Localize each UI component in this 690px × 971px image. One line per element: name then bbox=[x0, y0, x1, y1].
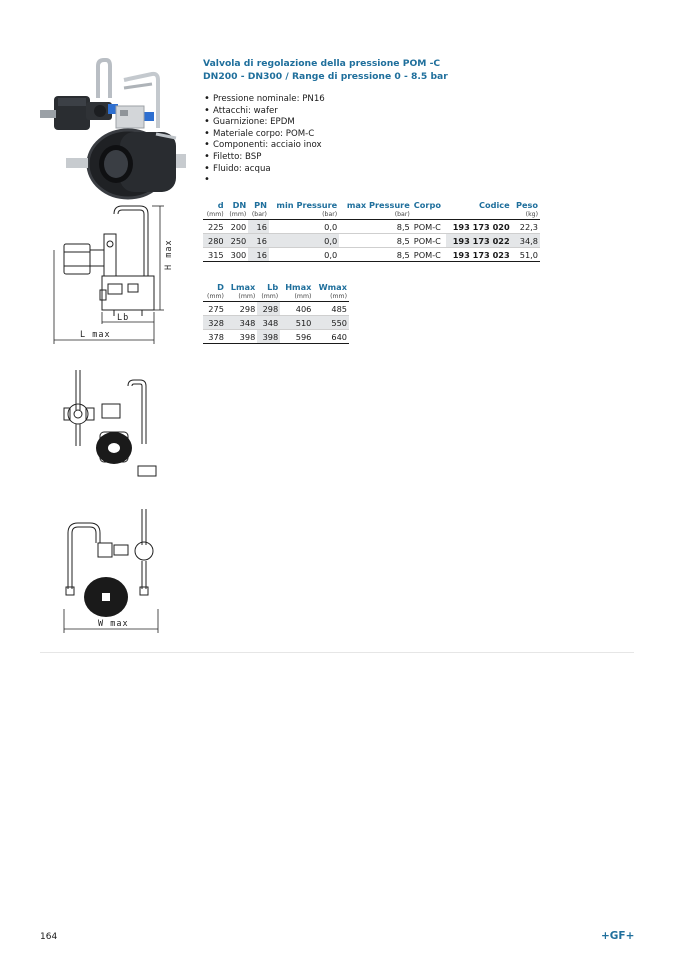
cell: 328 bbox=[203, 316, 226, 330]
cell: 22,3 bbox=[512, 220, 540, 234]
cell: 510 bbox=[280, 316, 313, 330]
cell: 298 bbox=[226, 302, 257, 316]
cell: 300 bbox=[226, 248, 249, 262]
cell: 596 bbox=[280, 330, 313, 344]
cell: POM-C bbox=[412, 220, 446, 234]
spec-item: • Pressione nominale: PN16 bbox=[203, 94, 325, 106]
unit-cell: (mm) bbox=[257, 292, 280, 302]
cell: 0,0 bbox=[269, 234, 339, 248]
unit-cell: (mm) bbox=[203, 292, 226, 302]
spec-item: • Attacchi: wafer bbox=[203, 106, 325, 118]
col-max-pressure: max Pressure bbox=[346, 199, 410, 210]
col-codice: Codice bbox=[478, 199, 510, 210]
table-row bbox=[203, 330, 349, 344]
col-lmax: Lmax bbox=[230, 281, 256, 292]
cell: 348 bbox=[226, 316, 257, 330]
cell: 298 bbox=[257, 302, 280, 316]
unit-cell: (bar) bbox=[339, 210, 412, 220]
col-lb: Lb bbox=[267, 281, 279, 292]
page-number: 164 bbox=[40, 932, 58, 942]
unit-cell: (mm) bbox=[203, 210, 226, 220]
unit-cell bbox=[446, 210, 512, 220]
cell: 34,8 bbox=[512, 234, 540, 248]
col-peso: Peso bbox=[515, 199, 538, 210]
spec-item: • Filetto: BSP bbox=[203, 152, 325, 164]
cell: 225 bbox=[203, 220, 226, 234]
spec-item: • Fluido: acqua bbox=[203, 164, 325, 176]
spec-item: • Materiale corpo: POM-C bbox=[203, 129, 325, 141]
spec-list bbox=[203, 94, 325, 187]
table-units-row bbox=[203, 210, 540, 220]
gf-logo: +GF+ bbox=[601, 930, 635, 942]
cell: 16 bbox=[248, 220, 269, 234]
table-row bbox=[203, 234, 540, 248]
cell: 16 bbox=[248, 234, 269, 248]
col-pn: PN bbox=[254, 199, 267, 210]
col-corpo: Corpo bbox=[413, 199, 441, 210]
product-codes-table bbox=[203, 199, 540, 262]
cell: 193 173 023 bbox=[446, 248, 512, 262]
cell: POM-C bbox=[412, 234, 446, 248]
table-header-row bbox=[203, 281, 349, 292]
w-max-label: W max bbox=[98, 619, 129, 629]
cell: 406 bbox=[280, 302, 313, 316]
cell: 378 bbox=[203, 330, 226, 344]
col-min-pressure: min Pressure bbox=[276, 199, 338, 210]
h-max-label: H max bbox=[164, 239, 174, 270]
cell: POM-C bbox=[412, 248, 446, 262]
unit-cell: (kg) bbox=[512, 210, 540, 220]
l-max-label: L max bbox=[80, 330, 111, 340]
side-view-drawing bbox=[50, 200, 180, 348]
cell: 16 bbox=[248, 248, 269, 262]
spec-item bbox=[203, 175, 325, 187]
table-row bbox=[203, 316, 349, 330]
cell: 640 bbox=[313, 330, 349, 344]
cell: 51,0 bbox=[512, 248, 540, 262]
spec-item: • Guarnizione: EPDM bbox=[203, 117, 325, 129]
col-dn: DN bbox=[232, 199, 247, 210]
table-header-row bbox=[203, 199, 540, 210]
cell: 0,0 bbox=[269, 248, 339, 262]
cell: 8,5 bbox=[339, 248, 412, 262]
col-wmax: Wmax bbox=[318, 281, 347, 292]
cell: 315 bbox=[203, 248, 226, 262]
unit-cell: (bar) bbox=[248, 210, 269, 220]
title-line-1: Valvola di regolazione della pressione POM -C bbox=[203, 58, 441, 69]
front-view-drawing bbox=[54, 366, 164, 478]
spec-item: • Componenti: acciaio inox bbox=[203, 140, 325, 152]
table-units-row bbox=[203, 292, 349, 302]
unit-cell: (mm) bbox=[226, 292, 257, 302]
unit-cell: (bar) bbox=[269, 210, 339, 220]
unit-cell bbox=[412, 210, 446, 220]
col-hmax: Hmax bbox=[285, 281, 312, 292]
table-row bbox=[203, 220, 540, 234]
cell: 250 bbox=[226, 234, 249, 248]
cell: 280 bbox=[203, 234, 226, 248]
cell: 550 bbox=[313, 316, 349, 330]
cell: 398 bbox=[257, 330, 280, 344]
dimensions-table bbox=[203, 281, 349, 344]
cell: 275 bbox=[203, 302, 226, 316]
unit-cell: (mm) bbox=[280, 292, 313, 302]
cell: 193 173 022 bbox=[446, 234, 512, 248]
cell: 348 bbox=[257, 316, 280, 330]
unit-cell: (mm) bbox=[313, 292, 349, 302]
cell: 485 bbox=[313, 302, 349, 316]
cell: 0,0 bbox=[269, 220, 339, 234]
table-row bbox=[203, 302, 349, 316]
title-line-2: DN200 - DN300 / Range di pressione 0 - 8.5 bar bbox=[203, 71, 448, 82]
product-title bbox=[203, 57, 448, 83]
cell: 200 bbox=[226, 220, 249, 234]
col-d-outer: D bbox=[217, 281, 224, 292]
cell: 193 173 020 bbox=[446, 220, 512, 234]
cell: 8,5 bbox=[339, 220, 412, 234]
cell: 398 bbox=[226, 330, 257, 344]
product-photo bbox=[36, 58, 186, 204]
lb-label: Lb bbox=[117, 313, 130, 323]
unit-cell: (mm) bbox=[226, 210, 249, 220]
cell: 8,5 bbox=[339, 234, 412, 248]
section-divider bbox=[40, 652, 634, 653]
col-d: d bbox=[217, 199, 224, 210]
top-view-drawing bbox=[58, 505, 166, 637]
table-row bbox=[203, 248, 540, 262]
